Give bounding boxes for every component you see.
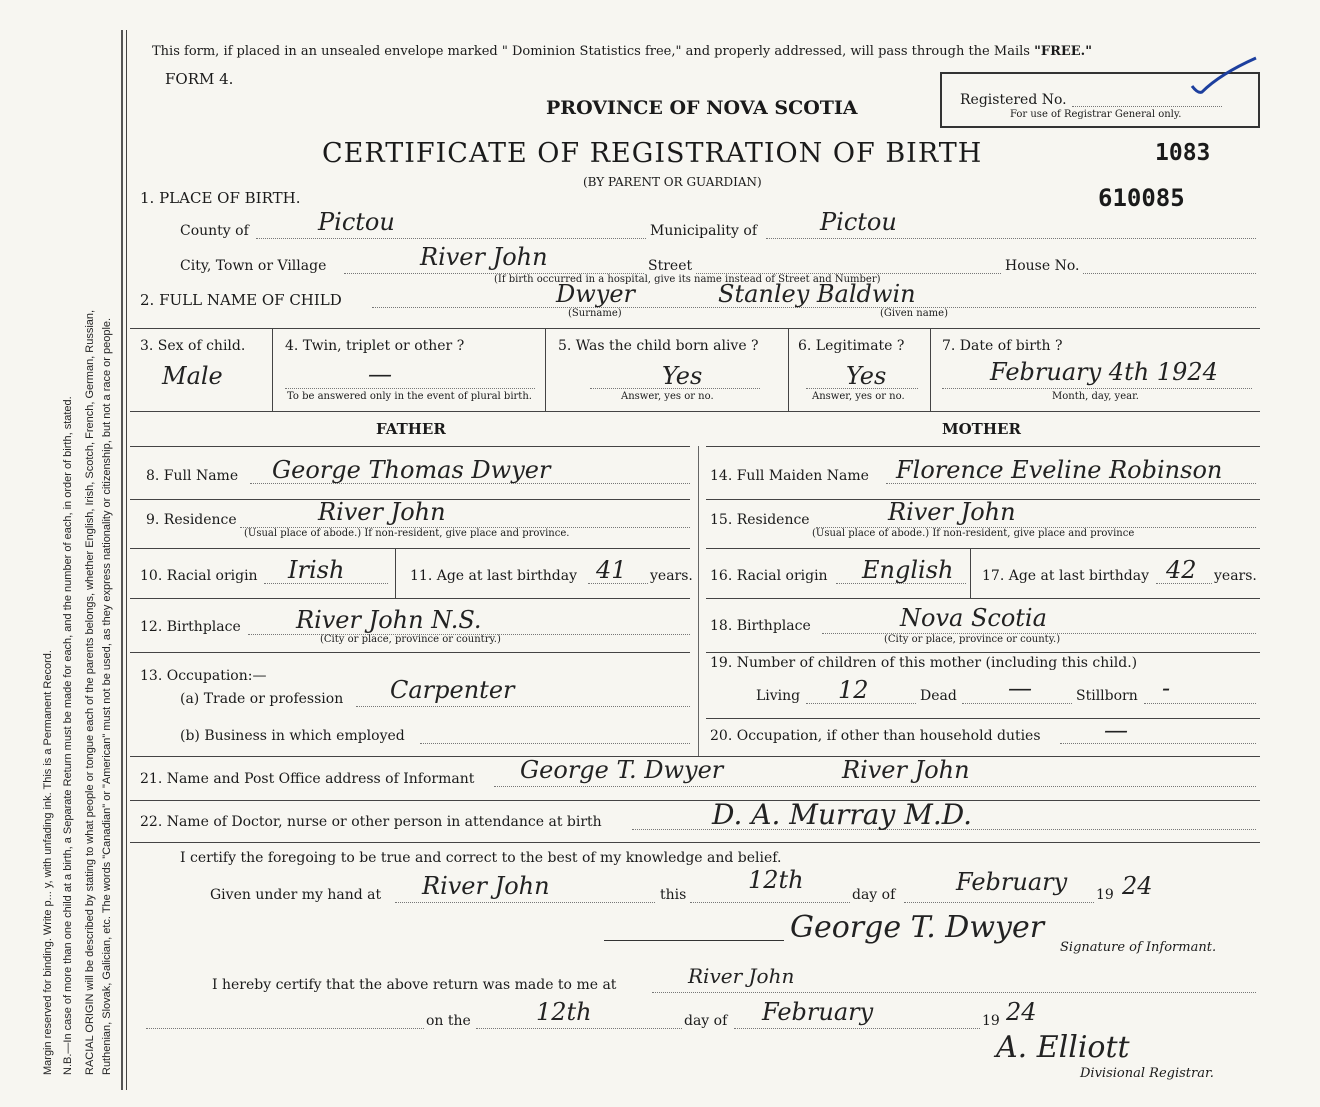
father-occupation-label: 13. Occupation:—	[140, 668, 267, 684]
father-birthplace-value: River John N.S.	[296, 606, 482, 634]
margin-note-plural-birth: N.B.—In case of more than one child at a birth, a Separate Return must be made for each, and the number of each, in order of birth, stated.	[62, 396, 74, 1075]
given-year: 24	[1122, 872, 1153, 900]
given-name-note: (Given name)	[880, 308, 948, 319]
mail-notice: This form, if placed in an unsealed envelope marked " Dominion Statistics free," and properly addressed, will pass through the Mails "FREE."	[152, 44, 1092, 59]
legitimate-label: 6. Legitimate ?	[798, 338, 905, 354]
certify-statement: I certify the foregoing to be true and correct to the best of my knowledge and belief.	[180, 850, 782, 866]
mother-children-label: 19. Number of children of this mother (including this child.)	[710, 655, 1138, 671]
father-racial-value: Irish	[288, 556, 345, 584]
father-residence-label: 9. Residence	[146, 512, 237, 528]
margin-rule-inner	[126, 30, 127, 1090]
given-place: River John	[422, 872, 550, 900]
city-value: River John	[420, 243, 548, 271]
mother-name-label: 14. Full Maiden Name	[710, 468, 869, 484]
dob-value: February 4th 1924	[990, 358, 1218, 386]
informant-name: George T. Dwyer	[520, 756, 724, 784]
mother-occupation-value: —	[1104, 716, 1128, 744]
form-number: FORM 4.	[165, 70, 234, 88]
mother-name-value: Florence Eveline Robinson	[896, 456, 1223, 484]
registrar-signature-label: Divisional Registrar.	[1080, 1066, 1214, 1081]
registered-note: For use of Registrar General only.	[1010, 109, 1182, 120]
given-label: Given under my hand at	[210, 887, 382, 903]
registrar-on-the-label: on the	[426, 1013, 471, 1029]
mother-racial-label: 16. Racial origin	[710, 568, 828, 584]
mother-living-label: Living	[756, 688, 801, 704]
municipality-value: Pictou	[820, 208, 897, 236]
mother-birthplace-note: (City or place, province or county.)	[884, 634, 1061, 645]
mother-residence-value: River John	[888, 498, 1016, 526]
alive-note: Answer, yes or no.	[621, 391, 714, 402]
province-heading: PROVINCE OF NOVA SCOTIA	[546, 97, 858, 119]
sex-value: Male	[162, 362, 223, 390]
margin-note-racial-origin: RACIAL ORIGIN will be described by stating to what people or tongue each of the parents belongs, whether English, Irish, Scotch, French, German, Russian,	[84, 309, 96, 1075]
alive-value: Yes	[662, 362, 703, 390]
informant-signature: George T. Dwyer	[790, 910, 1045, 945]
father-residence-note: (Usual place of abode.) If non-resident, give place and province.	[244, 528, 570, 539]
father-age-value: 41	[596, 556, 627, 584]
given-day: 12th	[748, 866, 804, 894]
registrar-place: River John	[688, 964, 795, 988]
street-label: Street	[648, 258, 693, 274]
father-name-value: George Thomas Dwyer	[272, 456, 551, 484]
doctor-value: D. A. Murray M.D.	[712, 798, 973, 831]
twin-label: 4. Twin, triplet or other ?	[285, 338, 465, 354]
given-this-label: this	[660, 887, 687, 903]
mother-stillborn-label: Stillborn	[1076, 688, 1138, 704]
dob-label: 7. Date of birth ?	[942, 338, 1063, 354]
mother-birthplace-value: Nova Scotia	[900, 604, 1047, 632]
county-label: County of	[180, 223, 249, 239]
hospital-note: (If birth occurred in a hospital, give its name instead of Street and Number)	[494, 274, 881, 285]
father-racial-label: 10. Racial origin	[140, 568, 258, 584]
margin-note-binding: Margin reserved for binding. Write p... y, with unfading ink. This is a Permanent Record.	[42, 650, 54, 1075]
registrar-year: 24	[1006, 998, 1037, 1026]
legitimate-note: Answer, yes or no.	[812, 391, 905, 402]
father-business-label: (b) Business in which employed	[180, 728, 405, 744]
registered-label: Registered No.	[960, 92, 1067, 108]
father-age-years: years.	[650, 568, 693, 584]
mother-residence-label: 15. Residence	[710, 512, 810, 528]
child-surname: Dwyer	[556, 280, 636, 308]
twin-value: —	[368, 360, 392, 388]
registrar-month: February	[762, 998, 874, 1026]
registrar-day-of-label: day of	[684, 1013, 728, 1029]
municipality-label: Municipality of	[650, 223, 758, 239]
mother-living-value: 12	[838, 676, 869, 704]
county-value: Pictou	[318, 208, 395, 236]
mother-residence-note: (Usual place of abode.) If non-resident, give place and province	[812, 528, 1135, 539]
twin-note: To be answered only in the event of plural birth.	[287, 391, 532, 402]
given-day-of-label: day of	[852, 887, 896, 903]
checkmark-icon	[1180, 56, 1260, 100]
city-label: City, Town or Village	[180, 258, 327, 274]
mother-age-value: 42	[1166, 556, 1197, 584]
registrar-statement: I hereby certify that the above return was made to me at	[212, 977, 617, 993]
alive-label: 5. Was the child born alive ?	[558, 338, 759, 354]
father-birthplace-note: (City or place, province or country.)	[320, 634, 501, 645]
legitimate-value: Yes	[846, 362, 887, 390]
father-age-label: 11. Age at last birthday	[410, 568, 578, 584]
registrar-signature: A. Elliott	[996, 1030, 1130, 1065]
given-month: February	[956, 868, 1068, 896]
father-name-label: 8. Full Name	[146, 468, 239, 484]
informant-signature-label: Signature of Informant.	[1060, 940, 1217, 955]
registration-number-top: 1083	[1155, 140, 1211, 166]
registration-number: 610085	[1098, 184, 1185, 212]
mother-racial-value: English	[862, 556, 954, 584]
informant-label: 21. Name and Post Office address of Informant	[140, 771, 475, 787]
mother-heading: MOTHER	[942, 420, 1021, 438]
informant-address: River John	[842, 756, 970, 784]
place-of-birth-label: 1. PLACE OF BIRTH.	[140, 189, 301, 207]
father-trade-label: (a) Trade or profession	[180, 691, 344, 707]
certificate-subtitle: (BY PARENT OR GUARDIAN)	[583, 175, 762, 189]
mother-age-years: years.	[1214, 568, 1257, 584]
given-year-prefix: 19	[1096, 887, 1114, 903]
house-label: House No.	[1005, 258, 1080, 274]
margin-note-racial-origin-2: Ruthenian, Slovak, Galician, etc. The words "Canadian" or "American" must not be used, as they express nationality or citizenship, but not a race or people.	[101, 317, 113, 1075]
mother-birthplace-label: 18. Birthplace	[710, 618, 811, 634]
child-name-label: 2. FULL NAME OF CHILD	[140, 291, 342, 309]
certificate-title: CERTIFICATE OF REGISTRATION OF BIRTH	[322, 138, 983, 169]
father-heading: FATHER	[376, 420, 446, 438]
mother-age-label: 17. Age at last birthday	[982, 568, 1150, 584]
mother-dead-label: Dead	[920, 688, 957, 704]
father-trade-value: Carpenter	[390, 676, 515, 704]
mother-dead-value: —	[1008, 674, 1032, 702]
sex-label: 3. Sex of child.	[140, 338, 246, 354]
surname-note: (Surname)	[568, 308, 622, 319]
father-birthplace-label: 12. Birthplace	[140, 619, 241, 635]
father-residence-value: River John	[318, 498, 446, 526]
mother-occupation-label: 20. Occupation, if other than household duties	[710, 728, 1041, 744]
registrar-day: 12th	[536, 998, 592, 1026]
mother-stillborn-value: -	[1162, 674, 1171, 702]
child-given-name: Stanley Baldwin	[718, 280, 916, 308]
margin-rule	[121, 30, 123, 1090]
doctor-label: 22. Name of Doctor, nurse or other person in attendance at birth	[140, 814, 602, 830]
registrar-year-prefix: 19	[982, 1013, 1000, 1029]
dob-note: Month, day, year.	[1052, 391, 1139, 402]
